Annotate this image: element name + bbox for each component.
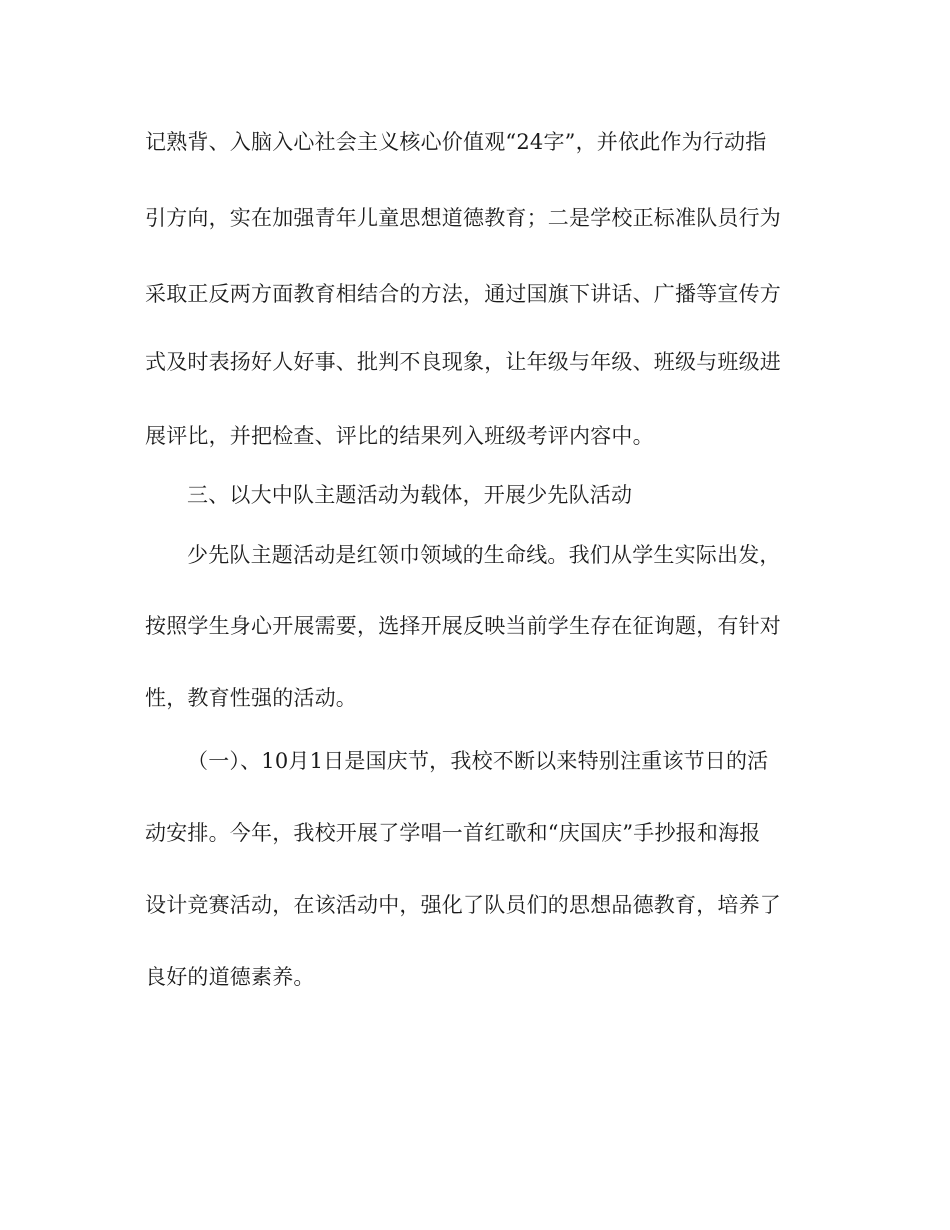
paragraph-line: 展评比，并把检查、评比的结果列入班级考评内容中。 [145, 424, 654, 448]
paragraph-line: 设计竞赛活动，在该活动中，强化了队员们的思想品德教育，培养了 [145, 893, 781, 917]
paragraph-line: 良好的道德素养。 [145, 965, 315, 989]
paragraph-line: 性，教育性强的活动。 [145, 686, 357, 710]
paragraph-line: 式及时表扬好人好事、批判不良现象，让年级与年级、班级与班级进 [145, 350, 781, 374]
section-heading: 三、以大中队主题活动为载体，开展少先队活动 [187, 483, 633, 507]
paragraph-line: 引方向，实在加强青年儿童思想道德教育；二是学校正标准队员行为 [145, 206, 781, 230]
paragraph-line: 采取正反两方面教育相结合的方法，通过国旗下讲话、广播等宣传方 [145, 282, 781, 306]
paragraph-line: 动安排。今年，我校开展了学唱一首红歌和“庆国庆”手抄报和海报 [145, 821, 761, 845]
paragraph-line: （一）、10月1日是国庆节，我校不断以来特别注重该节日的活 [187, 749, 769, 773]
paragraph-line: 按照学生身心开展需要，选择开展反映当前学生存在征询题，有针对 [145, 614, 781, 638]
paragraph-line: 记熟背、入脑入心社会主义核心价值观“24字”，并依此作为行动指 [145, 130, 767, 154]
paragraph-line: 少先队主题活动是红领巾领域的生命线。我们从学生实际出发， [187, 543, 781, 567]
